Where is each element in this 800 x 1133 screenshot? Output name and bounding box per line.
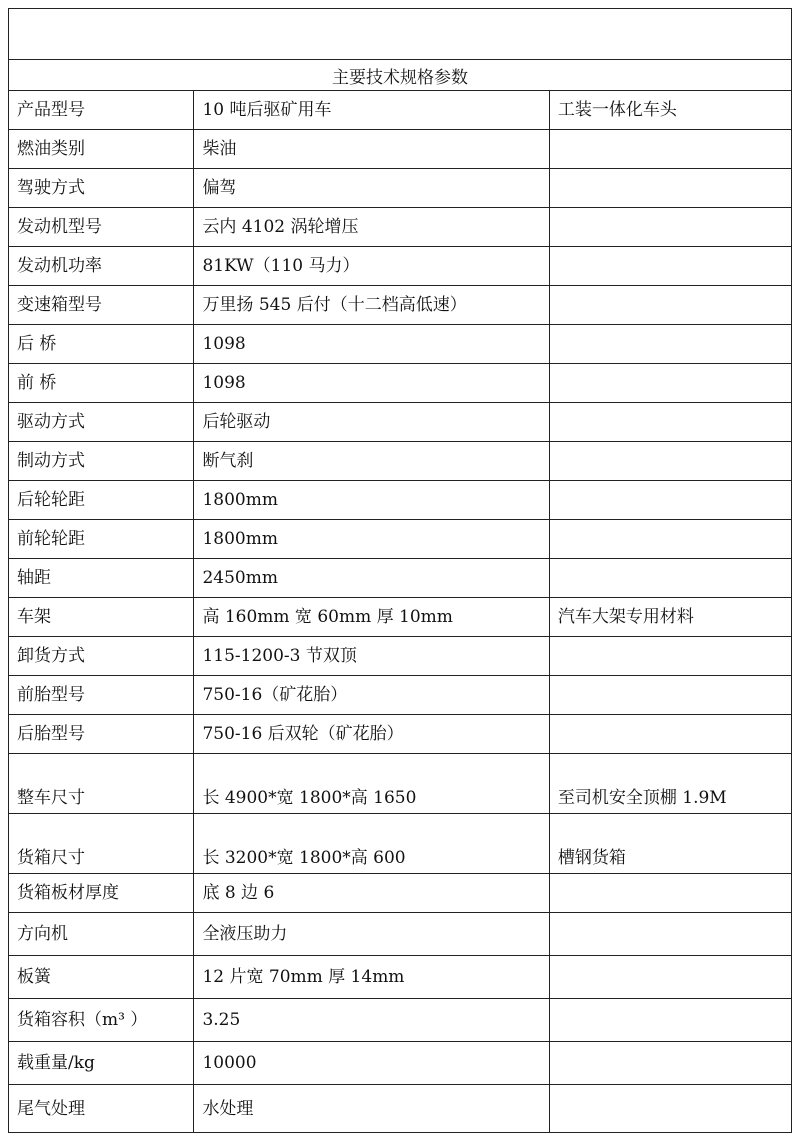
table-row [9, 286, 792, 325]
spec-table [8, 8, 792, 1133]
row-value: 高 160mm 宽 60mm 厚 10mm [194, 598, 549, 637]
row-value: 1098 [194, 364, 549, 403]
table-row [9, 814, 792, 874]
table-row [9, 913, 792, 956]
table-row [9, 169, 792, 208]
row-label: 板簧 [9, 956, 194, 999]
row-value: 750-16 后双轮（矿花胎） [194, 715, 549, 754]
row-value: 115-1200-3 节双顶 [194, 637, 549, 676]
table-row [9, 130, 792, 169]
row-value: 3.25 [194, 999, 549, 1042]
row-note [549, 913, 791, 956]
row-label: 前胎型号 [9, 676, 194, 715]
table-row [9, 91, 792, 130]
table-row [9, 874, 792, 913]
row-value: 全液压助力 [194, 913, 549, 956]
row-note: 汽车大架专用材料 [549, 598, 791, 637]
row-note [549, 208, 791, 247]
table-row [9, 1085, 792, 1133]
row-label: 载重量/kg [9, 1042, 194, 1085]
row-label: 制动方式 [9, 442, 194, 481]
table-row [9, 999, 792, 1042]
row-note [549, 956, 791, 999]
row-note [549, 520, 791, 559]
table-row [9, 598, 792, 637]
row-label: 卸货方式 [9, 637, 194, 676]
row-label: 车架 [9, 598, 194, 637]
row-label: 方向机 [9, 913, 194, 956]
title-row [9, 60, 792, 91]
row-label: 发动机型号 [9, 208, 194, 247]
row-label: 后 桥 [9, 325, 194, 364]
table-row [9, 247, 792, 286]
spec-sheet [8, 8, 792, 1119]
row-value: 柴油 [194, 130, 549, 169]
row-label: 货箱尺寸 [9, 814, 194, 874]
row-label: 发动机功率 [9, 247, 194, 286]
row-label: 前轮轮距 [9, 520, 194, 559]
table-row [9, 559, 792, 598]
row-value: 万里扬 545 后付（十二档高低速） [194, 286, 549, 325]
row-note [549, 637, 791, 676]
table-row [9, 364, 792, 403]
row-note [549, 286, 791, 325]
row-note [549, 247, 791, 286]
row-note [549, 999, 791, 1042]
row-note [549, 559, 791, 598]
row-note [549, 442, 791, 481]
row-value: 长 4900*宽 1800*高 1650 [194, 754, 549, 814]
row-note [549, 403, 791, 442]
row-label: 驱动方式 [9, 403, 194, 442]
row-label: 后轮轮距 [9, 481, 194, 520]
row-note [549, 169, 791, 208]
table-row [9, 1042, 792, 1085]
row-note [549, 130, 791, 169]
row-value: 后轮驱动 [194, 403, 549, 442]
row-label: 轴距 [9, 559, 194, 598]
table-row [9, 676, 792, 715]
row-value: 偏驾 [194, 169, 549, 208]
row-value: 底 8 边 6 [194, 874, 549, 913]
row-value: 10 吨后驱矿用车 [194, 91, 549, 130]
row-label: 整车尺寸 [9, 754, 194, 814]
row-note [549, 1085, 791, 1133]
row-note: 工装一体化车头 [549, 91, 791, 130]
row-value: 10000 [194, 1042, 549, 1085]
row-note [549, 325, 791, 364]
row-value: 长 3200*宽 1800*高 600 [194, 814, 549, 874]
table-row [9, 754, 792, 814]
row-note [549, 676, 791, 715]
table-row [9, 325, 792, 364]
row-note: 槽钢货箱 [549, 814, 791, 874]
table-row [9, 637, 792, 676]
row-value: 云内 4102 涡轮增压 [194, 208, 549, 247]
row-value: 1098 [194, 325, 549, 364]
row-label: 前 桥 [9, 364, 194, 403]
row-label: 变速箱型号 [9, 286, 194, 325]
table-row [9, 481, 792, 520]
row-value: 750-16（矿花胎） [194, 676, 549, 715]
row-value: 12 片宽 70mm 厚 14mm [194, 956, 549, 999]
table-row [9, 208, 792, 247]
blank-header-row [9, 9, 792, 60]
row-label: 后胎型号 [9, 715, 194, 754]
table-row [9, 442, 792, 481]
row-value: 1800mm [194, 520, 549, 559]
table-row [9, 403, 792, 442]
row-note [549, 874, 791, 913]
row-note [549, 1042, 791, 1085]
blank-cell [9, 9, 792, 60]
row-note [549, 364, 791, 403]
row-label: 尾气处理 [9, 1085, 194, 1133]
row-label: 产品型号 [9, 91, 194, 130]
table-row [9, 956, 792, 999]
row-label: 货箱板材厚度 [9, 874, 194, 913]
table-row [9, 520, 792, 559]
row-value: 2450mm [194, 559, 549, 598]
table-row [9, 715, 792, 754]
row-value: 1800mm [194, 481, 549, 520]
row-note: 至司机安全顶棚 1.9M [549, 754, 791, 814]
table-title: 主要技术规格参数 [9, 60, 792, 91]
row-value: 断气刹 [194, 442, 549, 481]
row-value: 81KW（110 马力） [194, 247, 549, 286]
row-label: 货箱容积（m³ ） [9, 999, 194, 1042]
row-label: 燃油类别 [9, 130, 194, 169]
row-note [549, 481, 791, 520]
row-note [549, 715, 791, 754]
row-label: 驾驶方式 [9, 169, 194, 208]
row-value: 水处理 [194, 1085, 549, 1133]
